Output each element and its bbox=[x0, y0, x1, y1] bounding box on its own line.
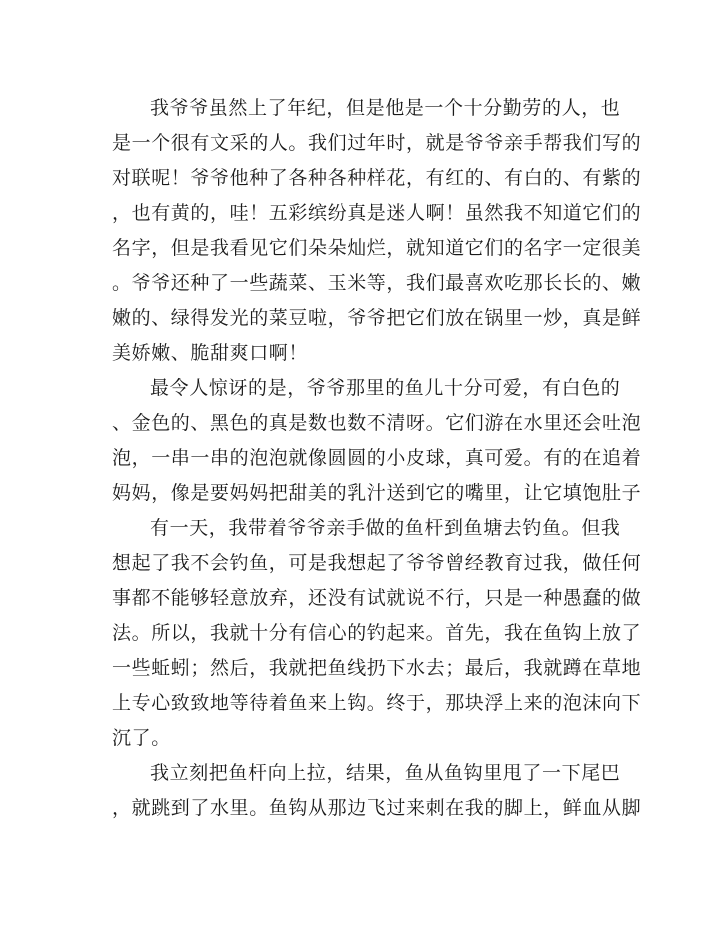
paragraph-3-line-5: 一些蚯蚓；然后，我就把鱼线扔下水去；最后，我就蹲在草地 bbox=[112, 657, 642, 679]
paragraph-3-line-7: 沉了。 bbox=[112, 727, 171, 749]
paragraph-3-line-6: 上专心致致地等待着鱼来上钩。终于，那块浮上来的泡沫向下 bbox=[112, 692, 642, 714]
paragraph-2-line-1: 最令人惊讶的是，爷爷那里的鱼儿十分可爱，有白色的 bbox=[150, 377, 621, 399]
paragraph-1-line-1: 我爷爷虽然上了年纪，但是他是一个十分勤劳的人，也 bbox=[150, 97, 621, 119]
paragraph-1-line-7: 嫩的、绿得发光的菜豆啦，爷爷把它们放在锅里一炒，真是鲜 bbox=[112, 307, 642, 329]
paragraph-1-line-8: 美娇嫩、脆甜爽口啊！ bbox=[112, 342, 309, 364]
paragraph-4-line-1: 我立刻把鱼杆向上拉，结果，鱼从鱼钩里甩了一下尾巴 bbox=[150, 762, 621, 784]
paragraph-2-line-2: 、金色的、黑色的真是数也数不清呀。它们游在水里还会吐泡 bbox=[112, 412, 642, 434]
paragraph-2-line-3: 泡，一串一串的泡泡就像圆圆的小皮球，真可爱。有的在追着 bbox=[112, 447, 642, 469]
paragraph-3-line-4: 法。所以，我就十分有信心的钓起来。首先，我在鱼钩上放了 bbox=[112, 622, 642, 644]
paragraph-1-line-5: 名字，但是我看见它们朵朵灿烂，就知道它们的名字一定很美 bbox=[112, 237, 642, 259]
paragraph-1-line-3: 对联呢！爷爷他种了各种各种样花，有红的、有白的、有紫的 bbox=[112, 167, 642, 189]
paragraph-1-line-4: ，也有黄的，哇！五彩缤纷真是迷人啊！虽然我不知道它们的 bbox=[112, 202, 642, 224]
paragraph-2-line-4: 妈妈，像是要妈妈把甜美的乳汁送到它的嘴里，让它填饱肚子 bbox=[112, 482, 642, 504]
paragraph-3-line-1: 有一天，我带着爷爷亲手做的鱼杆到鱼塘去钓鱼。但我 bbox=[150, 517, 621, 539]
paragraph-3-line-3: 事都不能够轻意放弃，还没有试就说不行，只是一种愚蠢的做 bbox=[112, 587, 642, 609]
paragraph-4-line-2: ，就跳到了水里。鱼钩从那边飞过来刺在我的脚上，鲜血从脚 bbox=[112, 797, 642, 819]
paragraph-1-line-2: 是一个很有文采的人。我们过年时，就是爷爷亲手帮我们写的 bbox=[112, 132, 642, 154]
paragraph-3-line-2: 想起了我不会钓鱼，可是我想起了爷爷曾经教育过我，做任何 bbox=[112, 552, 642, 574]
paragraph-1-line-6: 。爷爷还种了一些蔬菜、玉米等，我们最喜欢吃那长长的、嫩 bbox=[112, 272, 642, 294]
